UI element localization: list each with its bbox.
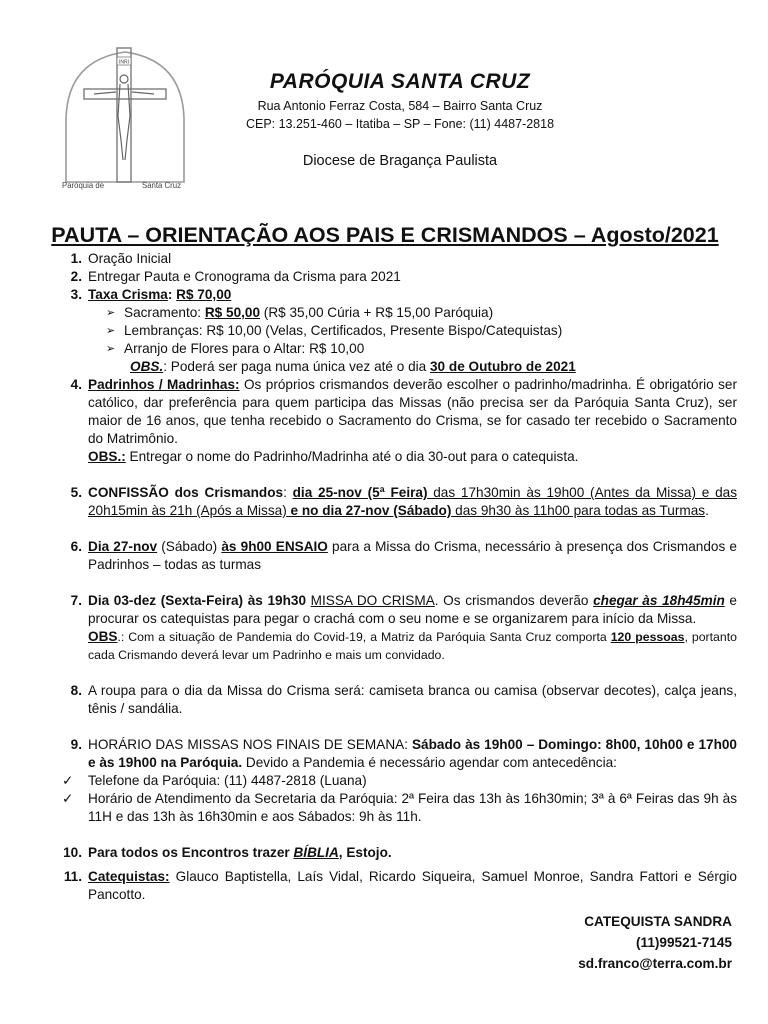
signature-phone: (11)99521-7145 bbox=[636, 935, 732, 950]
agenda-item-5: 5. CONFISSÃO dos Crismandos: dia 25-nov (5ª Feira) das 17h30min às 19h00 (Antes da Missa) e das 20h15min às 21h (Após a Missa) e no dia 27-nov (Sábado) das 9h30 às 11h00 para todas as Turmas. bbox=[60, 484, 737, 520]
fee-sub-item-sacrament: ➢ Sacramento: R$ 50,00 (R$ 35,00 Cúria + R$ 15,00 Paróquia) bbox=[106, 305, 494, 320]
logo-caption-left: Paróquia de bbox=[62, 181, 105, 190]
agenda-item-9: 9. HORÁRIO DAS MISSAS NOS FINAIS DE SEMANA: Sábado às 19h00 – Domingo: 8h00, 10h00 e 17h00 e às 19h00 na Paróquia. Devido a Pandemia é necessário agendar com antecedência: bbox=[60, 736, 737, 772]
fee-label: Taxa Crisma bbox=[88, 287, 168, 302]
item-number: 6. bbox=[70, 539, 82, 554]
item-number: 11. bbox=[63, 869, 82, 884]
item-text: Oração Inicial bbox=[88, 251, 172, 266]
agenda-item-8: 8. A roupa para o dia da Missa do Crisma será: camiseta branca ou camisa (observar decotes), calça jeans, tênis / sandália. bbox=[60, 682, 737, 718]
fee-observation: OBS.: Poderá ser paga numa única vez até o dia 30 de Outubro de 2021 bbox=[130, 359, 576, 374]
checkmark-icon: ✓ bbox=[62, 773, 74, 788]
item-number: 4. bbox=[70, 377, 82, 392]
fee-value: R$ 70,00 bbox=[176, 287, 232, 302]
item-number: 1. bbox=[70, 251, 82, 266]
catechists-label: Catequistas: bbox=[88, 869, 170, 884]
item-number: 2. bbox=[70, 269, 82, 284]
agenda-item-3 bbox=[60, 286, 737, 304]
logo-cross-vertical bbox=[117, 48, 131, 182]
signature-name: CATEQUISTA SANDRA bbox=[584, 914, 732, 929]
item-number: 9. bbox=[70, 737, 82, 752]
payment-deadline: 30 de Outubro de 2021 bbox=[430, 359, 576, 374]
fee-sub-item-flowers: ➢ Arranjo de Flores para o Altar: R$ 10,00 bbox=[106, 341, 365, 356]
document-title: PAUTA – ORIENTAÇÃO AOS PAIS E CRISMANDOS – Agosto/2021 bbox=[51, 223, 719, 247]
agenda-item-4: 4. Padrinhos / Madrinhas: Os próprios crismandos deverão escolher o padrinho/madrinha. É obrigatório ser católico, dar preferência para quem participa das Missas (não precisa ser da Paróquia Santa Cruz), ser maior de 16 anos, que tenha recebido o Sacramento do Crisma, se for casado ter recebido o Sacramento do Matrimônio. OBS.: Entregar o nome do Padrinho/Madrinha até o dia 30-out para o catequista. bbox=[60, 376, 737, 466]
checkmark-icon: ✓ bbox=[62, 791, 74, 806]
godparents-label: Padrinhos / Madrinhas: bbox=[88, 377, 240, 392]
mass-info-phone: ✓ Telefone da Paróquia: (11) 4487-2818 (Luana) bbox=[62, 773, 367, 788]
arrow-bullet-icon: ➢ bbox=[106, 343, 116, 355]
parish-name: PARÓQUIA SANTA CRUZ bbox=[269, 70, 531, 93]
obs-label: OBS. bbox=[130, 359, 164, 374]
agenda-item-2 bbox=[60, 268, 737, 286]
logo-arch bbox=[66, 52, 184, 182]
parish-logo bbox=[54, 44, 196, 196]
mass-info-office-hours: ✓ Horário de Atendimento da Secretaria da Paróquia: 2ª Feira das 13h às 16h30min; 3ª à 6ª Feiras das 9h às 11H e das 13h às 16h30min e aos Sábados: 9h às 11h. bbox=[62, 791, 737, 824]
fee-sub-item-souvenirs: ➢ Lembranças: R$ 10,00 (Velas, Certificados, Presente Bispo/Catequistas) bbox=[106, 323, 563, 338]
logo-inri: INRI bbox=[119, 59, 129, 66]
fee-separator: : bbox=[167, 287, 177, 302]
logo-caption-right: Santa Cruz bbox=[142, 181, 182, 190]
address-line-2: CEP: 13.251-460 – Itatiba – SP – Fone: (11) 4487-2818 bbox=[245, 117, 555, 131]
item-number: 8. bbox=[70, 683, 82, 698]
item-text: Entregar Pauta e Cronograma da Crisma para 2021 bbox=[88, 269, 401, 284]
agenda-item-1 bbox=[60, 250, 737, 268]
sacrament-fee: R$ 50,00 bbox=[204, 305, 261, 320]
agenda-list bbox=[60, 250, 737, 904]
obs-label: OBS bbox=[88, 629, 118, 644]
signature-email: sd.franco@terra.com.br bbox=[578, 956, 732, 971]
agenda-item-10: 10. Para todos os Encontros trazer BÍBLIA, Estojo. bbox=[60, 844, 737, 862]
item-number: 10. bbox=[63, 845, 82, 860]
agenda-item-6: 6. Dia 27-nov (Sábado) às 9h00 ENSAIO para a Missa do Crisma, necessário à presença dos Crismandos e Padrinhos – todas as turmas bbox=[60, 538, 737, 574]
signature-block bbox=[578, 911, 732, 974]
church-capacity: 120 pessoas bbox=[610, 630, 685, 644]
arrow-bullet-icon: ➢ bbox=[106, 325, 116, 337]
address-line-1: Rua Antonio Ferraz Costa, 584 – Bairro Santa Cruz bbox=[257, 99, 543, 113]
agenda-item-11: 11. Catequistas: Glauco Baptistella, Laís Vidal, Ricardo Siqueira, Samuel Monroe, Sandra Fattori e Sérgio Pancotto. bbox=[60, 868, 737, 904]
diocese-name: Diocese de Bragança Paulista bbox=[302, 153, 498, 169]
agenda-item-7: 7. Dia 03-dez (Sexta-Feira) às 19h30 MISSA DO CRISMA. Os crismandos deverão chegar às 18h45min e procurar os catequistas para pegar o crachá com o seu nome e se organizarem para início da Missa. OBS.: Com a situação de Pandemia do Covid-19, a Matriz da Paróquia Santa Cruz comporta 120 pessoas, portanto cada Crismando deverá levar um Padrinho e mais um convidado. bbox=[60, 592, 737, 664]
arrow-bullet-icon: ➢ bbox=[106, 307, 116, 319]
item-number: 5. bbox=[70, 485, 82, 500]
item-number: 3. bbox=[70, 287, 82, 302]
obs-label: OBS.: bbox=[88, 449, 126, 464]
item-number: 7. bbox=[70, 593, 82, 608]
crucifix-figure bbox=[94, 75, 154, 160]
